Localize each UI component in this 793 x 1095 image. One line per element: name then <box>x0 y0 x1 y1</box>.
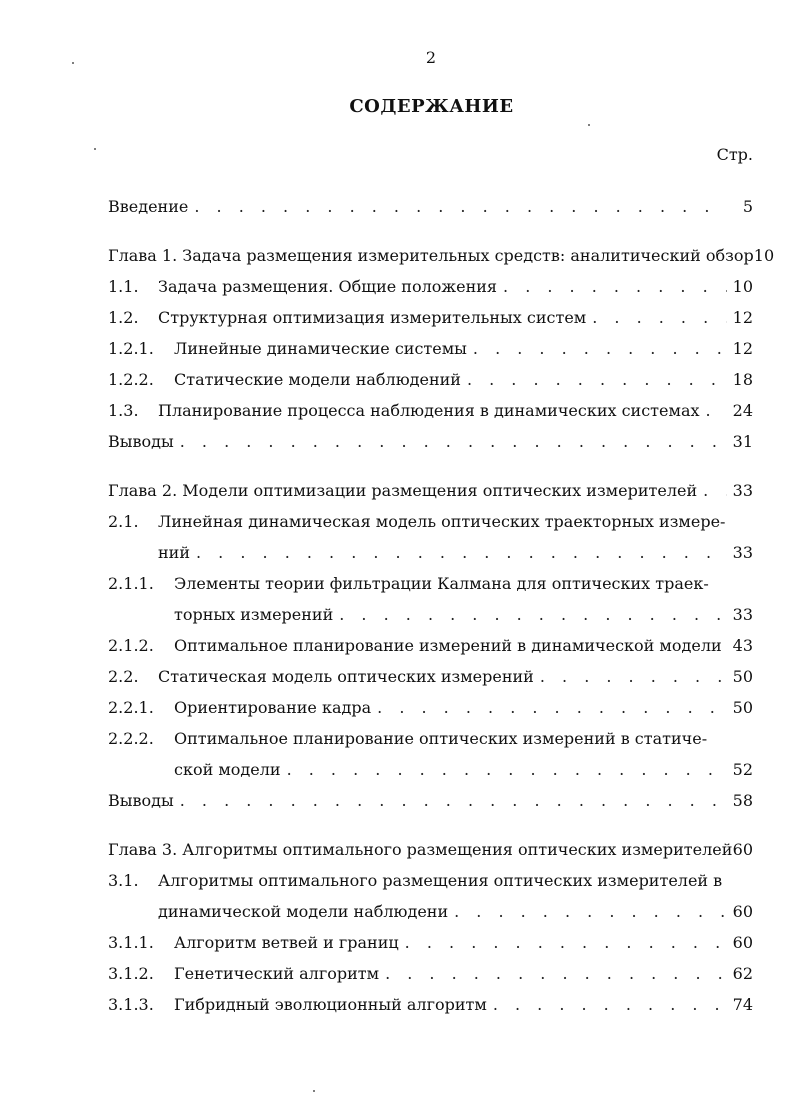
toc-entry-3-1-3[interactable]: 3.1.3. Гибридный эволюционный алгоритм . . . 74 <box>108 993 753 1024</box>
toc-entry-1-2-1[interactable]: 1.2.1. Линейные динамические системы . . . 12 <box>108 337 753 368</box>
toc-entry-3-1[interactable]: 3.1. Алгоритмы оптимального размещения оптических измерителей в <box>108 871 723 890</box>
toc-entry-2-2-1[interactable]: 2.2.1. Ориентирование кадра . . . 50 <box>108 696 753 727</box>
toc-entry-2-2[interactable]: 2.2. Статическая модель оптических измерений . . . 50 <box>108 665 753 696</box>
toc-entry-3-1-2[interactable]: 3.1.2. Генетический алгоритм . . . 62 <box>108 962 753 993</box>
toc-entry-3-1-continuation[interactable]: динамической модели наблюдени . . . 60 <box>108 900 753 931</box>
table-of-contents <box>108 195 775 1024</box>
toc-entry-chapter-2[interactable]: Глава 2. Модели оптимизации размещения оптических измерителей . . . 33 <box>108 479 753 510</box>
toc-entry-2-2-2-continuation[interactable]: ской модели . . . 52 <box>108 758 753 789</box>
toc-entry-chapter-3[interactable]: Глава 3. Алгоритмы оптимального размещения оптических измерителей 60 <box>108 840 753 859</box>
toc-entry-2-1[interactable]: 2.1. Линейная динамическая модель оптических траекторных измере- <box>108 512 726 531</box>
toc-entry-2-1-continuation[interactable]: ний . . . 33 <box>108 541 753 572</box>
toc-entry-2-1-2[interactable]: 2.1.2. Оптимальное планирование измерений в динамической модели 43 <box>108 636 753 655</box>
toc-entry-2-2-2[interactable]: 2.2.2. Оптимальное планирование оптических измерений в статиче- <box>108 729 708 748</box>
toc-entry-conclusions-2[interactable]: Выводы . . . 58 <box>108 789 753 820</box>
page-column-header: Стр. <box>716 145 753 164</box>
page-number: 2 <box>425 48 437 67</box>
toc-entry-3-1-1[interactable]: 3.1.1. Алгоритм ветвей и границ . . . 60 <box>108 931 753 962</box>
toc-entry-1-1[interactable]: 1.1. Задача размещения. Общие положения . . . 10 <box>108 275 753 306</box>
toc-entry-conclusions-1[interactable]: Выводы . . . 31 <box>108 430 753 461</box>
toc-entry-chapter-1[interactable]: Глава 1. Задача размещения измерительных средств: аналитический обзор 10 <box>108 246 775 265</box>
toc-entry-1-2[interactable]: 1.2. Структурная оптимизация измерительных систем . . . 12 <box>108 306 753 337</box>
toc-entry-1-3[interactable]: 1.3. Планирование процесса наблюдения в динамических системах . . . 24 <box>108 399 753 430</box>
toc-entry-introduction[interactable]: Введение . . . 5 <box>108 195 753 226</box>
page-title: СОДЕРЖАНИЕ <box>349 96 514 117</box>
toc-entry-1-2-2[interactable]: 1.2.2. Статические модели наблюдений . . . 18 <box>108 368 753 399</box>
toc-entry-2-1-1[interactable]: 2.1.1. Элементы теории фильтрации Калмана для оптических траек- <box>108 574 709 593</box>
toc-entry-2-1-1-continuation[interactable]: торных измерений . . . 33 <box>108 603 753 634</box>
